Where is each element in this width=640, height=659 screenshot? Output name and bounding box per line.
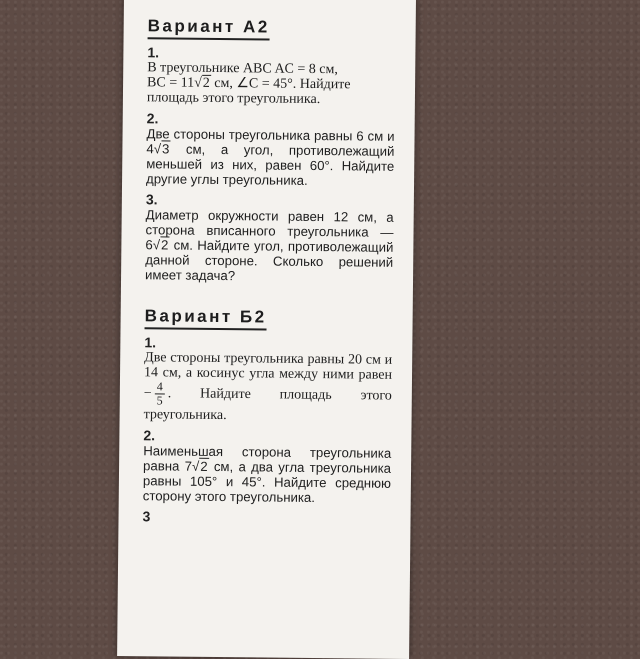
task-number: 2. <box>143 427 156 444</box>
variant-b-title: Вариант Б2 <box>145 306 267 330</box>
task-a3 <box>145 192 394 285</box>
task-number: 1. <box>144 334 157 351</box>
task-a2 <box>146 111 395 189</box>
task-text-part: Диаметр окружности равен 12 см, а сторона вписанного треугольника — 6 <box>145 207 394 253</box>
fraction <box>155 380 165 407</box>
task-text <box>144 350 393 425</box>
variant-a-title: Вариант А2 <box>148 16 270 40</box>
task-number: 3. <box>145 191 158 208</box>
worksheet-paper <box>117 0 416 659</box>
task-number: 3 <box>142 508 151 525</box>
radicand: 3 <box>161 141 170 157</box>
task-a1 <box>147 45 396 108</box>
section-gap <box>145 282 393 309</box>
sqrt-sign: √ <box>194 75 202 91</box>
task-text <box>145 207 394 285</box>
radicand: 2 <box>160 237 169 253</box>
task-text <box>146 126 395 189</box>
task-text <box>147 60 395 108</box>
sqrt-sign: √ <box>152 237 161 253</box>
task-text-part: см. Найдите угол, противолежащий данной стороне. Сколько решений имеет задача? <box>145 237 394 284</box>
task-text-part: Две стороны треугольника равны 6 см и 4 <box>146 126 395 157</box>
task-line-part: BC = 11 <box>147 75 195 91</box>
task-text-part: . Найдите площадь этого треугольника. <box>143 386 392 424</box>
task-text-part: Наименьшая сторона треугольника равна 7 <box>143 443 392 474</box>
task-line: В треугольнике ABC AC = 8 см, <box>147 60 338 78</box>
task-b3 <box>142 509 390 527</box>
fraction-numerator: 4 <box>155 380 165 394</box>
task-text <box>143 443 392 506</box>
task-line-part: см, ∠C = 45°. Найдите <box>210 75 351 93</box>
task-text-part: см, а два угла треугольника равны 105° и 45°. Найдите среднюю сторону этого треугольника. <box>142 458 392 506</box>
task-line: площадь этого треугольника. <box>146 90 321 108</box>
sqrt-sign: √ <box>191 458 200 474</box>
sqrt-sign: √ <box>153 141 162 157</box>
task-b1 <box>144 335 393 425</box>
task-number: 1. <box>147 44 160 61</box>
task-b2 <box>143 428 392 506</box>
task-text-part: см, а угол, противолежащий меньшей из них, равен 60°. Найдите другие углы треугольника. <box>146 141 395 188</box>
task-number: 2. <box>146 110 159 127</box>
radicand: 2 <box>200 458 208 474</box>
task-text-part: Две стороны треугольника равны 20 см и 14 см, а косинус угла между ними равен − <box>143 350 393 402</box>
fraction-denominator: 5 <box>156 393 163 408</box>
radicand: 2 <box>202 75 210 91</box>
worksheet-content <box>142 16 395 527</box>
